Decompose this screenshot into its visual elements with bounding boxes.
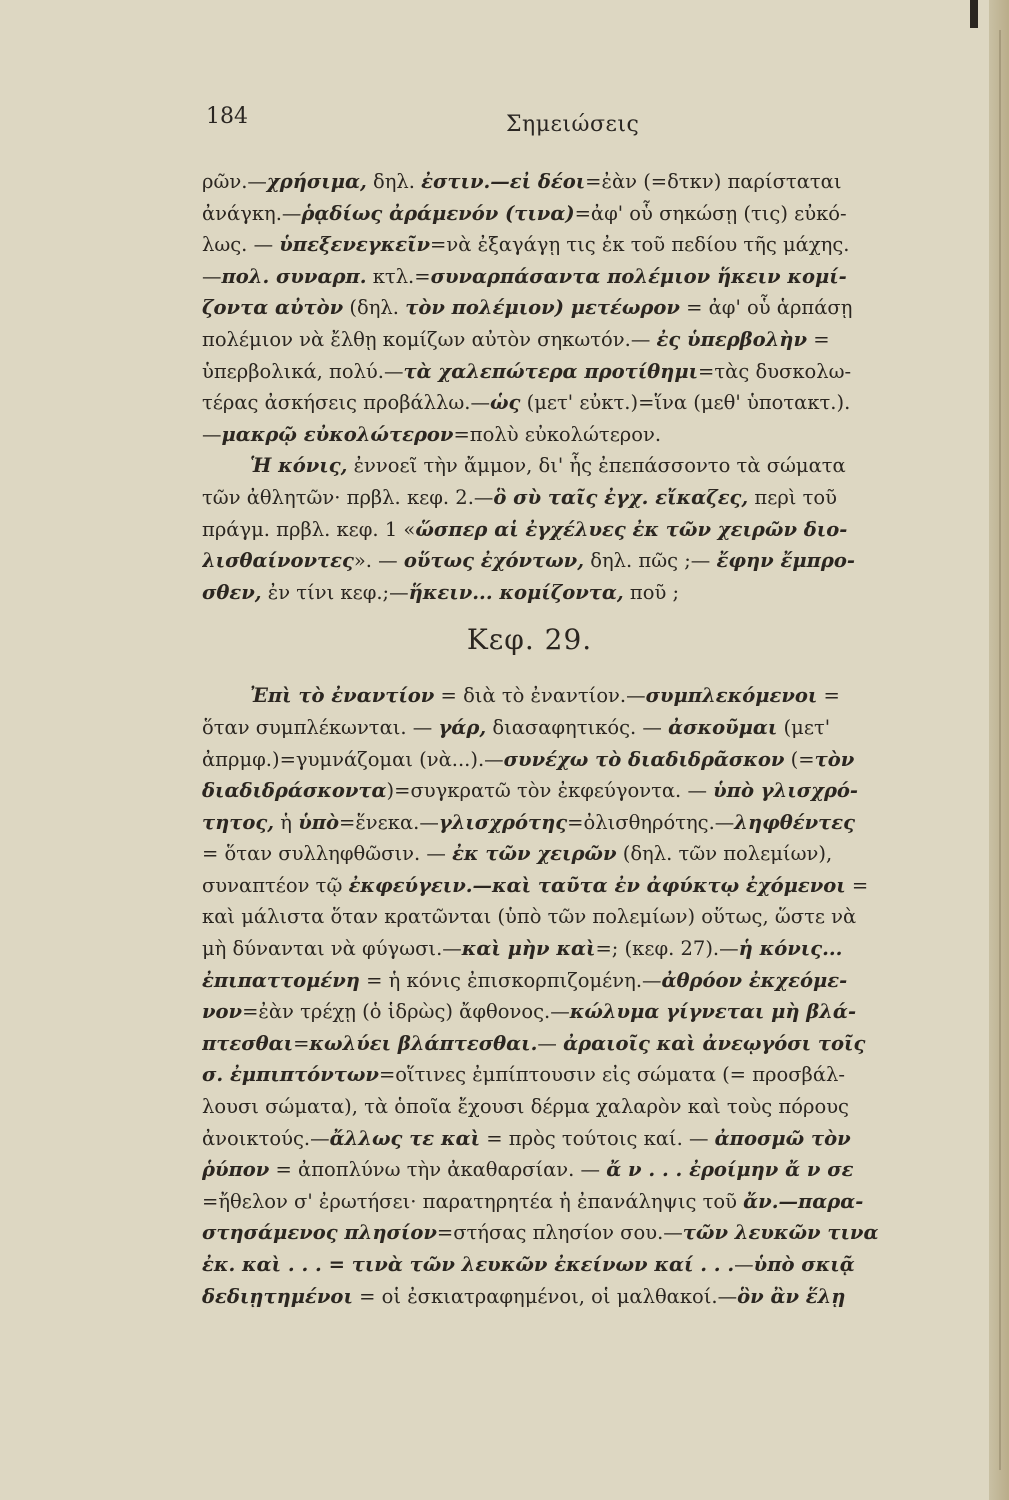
lemma-text: συμπλεκόμενοι [645,684,818,708]
gloss-text: =ἀφ' οὗ σηκώσῃ (τις) εὐκό- [574,201,847,225]
lemma-text: ὃ σὺ ταῖς ἐγχ. εἴκαζες, [493,485,749,509]
lemma-text: ἀσκοῦμαι [668,715,778,739]
text-line [202,514,937,546]
lemma-text: ἐκφεύγειν.—καὶ ταῦτα ἐν ἀφύκτῳ ἐχόμενοι [348,873,846,897]
gloss-text: λουσι σώματα), τὰ ὁποῖα ἔχουσι δέρμα χαλαρὸν καὶ τοὺς πόρους [202,1095,849,1119]
lemma-text: ληφθέντες [734,810,856,834]
lemma-text: ὑπὸ [298,810,339,834]
page-number: 184 [206,104,248,129]
lemma-text: ὥσπερ αἱ ἐγχέλυες ἐκ τῶν χειρῶν διο- [415,517,848,541]
gloss-text: =ὀλισθηρότης.— [567,810,735,834]
lemma-text: Ἐπὶ τὸ ἐναντίον [250,684,435,708]
lemma-text: διαδιδράσκοντα [202,779,387,803]
lemma-text: ὑπὸ σκιᾷ [753,1253,855,1276]
lemma-text: ἐκ. καὶ . . . = τινὰ τῶν λευκῶν ἐκείνων καί . . . [202,1253,735,1276]
gloss-text: = ὅταν συλληφθῶσιν. — [202,842,453,866]
gloss-text: (δηλ. [343,296,406,320]
text-line [202,450,937,482]
gloss-text: = ἀποπλύνω τὴν ἀκαθαρσίαν. — [269,1158,607,1182]
paragraph-3 [202,680,937,1312]
notes-text [202,166,937,1312]
lemma-text: πτεσθαι [202,1031,294,1055]
gloss-text: =στήσας πλησίον σου.— [436,1221,683,1245]
lemma-text: σθεν, [202,580,262,604]
gloss-text: ὅταν συμπλέκωνται. — [202,715,439,739]
lemma-text: Ἡ κόνις, [250,454,348,478]
lemma-text: ἥκειν... κομίζοντα, [408,580,624,604]
gloss-text: = πρὸς τούτοις καί. — [480,1126,715,1150]
text-line [202,1217,937,1249]
gloss-text: διασαφητικός. — [486,715,669,739]
text-line [202,901,937,933]
text-line [202,870,937,902]
gloss-text: = [293,1031,310,1055]
lemma-text: ῥύπον [202,1158,270,1182]
text-line [202,712,937,744]
text-line [202,419,937,451]
text-line [202,838,937,870]
page-edge-line [999,30,1001,1470]
lemma-text: τὰ χαλεπώτερα προτίθημι [403,359,699,383]
gloss-text: = [807,327,830,351]
lemma-text: τὸν πολέμιον) μετέωρον [405,296,680,320]
text-line [202,996,937,1028]
lemma-text: συναρπάσαντα πολέμιον ἥκειν κομί- [430,264,847,288]
lemma-text: ἀραιοῖς καὶ ἀνεῳγόσι τοῖς [563,1031,866,1055]
text-line [202,482,937,514]
text-line [202,387,937,419]
gloss-text: = ἡ κόνις ἐπισκορπιζομένη.— [359,968,662,992]
running-head: Σημειώσεις [506,112,640,137]
lemma-text: ἡ κόνις... [738,937,843,961]
gloss-text: (μετ' εὐκτ.)=ἵνα (μεθ' ὑποτακτ.). [520,391,851,415]
lemma-text: ἐς ὑπερβολὴν [656,327,808,351]
text-line [202,933,937,965]
lemma-text: καὶ μὴν καὶ [461,937,596,961]
lemma-text: γλισχρότης [438,810,568,834]
gloss-text: =πολὺ εὐκολώτερον. [453,422,662,446]
lemma-text: πολ. συναρπ. [221,264,367,288]
text-line [202,1091,937,1123]
text-line [202,680,937,712]
lemma-text: τητος, [202,810,275,834]
gloss-text: =ἐὰν (=δτκν) παρίσταται [585,170,842,193]
gloss-text: πολέμιον νὰ ἔλθῃ κομίζων αὐτὸν σηκωτόν.— [202,327,657,351]
gloss-text: =; (κεφ. 27).— [595,937,739,961]
gloss-text: δηλ. [366,170,422,193]
text-line [202,261,937,293]
text-line [202,1249,937,1281]
text-line [202,356,937,388]
gloss-text: μὴ δύνανται νὰ φύγωσι.— [202,937,462,961]
gloss-text: τέρας ἀσκήσεις προβάλλω.— [202,391,490,415]
page-header [206,100,946,140]
gloss-text: ρῶν.— [202,170,267,193]
gloss-text: ποῦ ; [623,580,680,604]
text-line [202,965,937,997]
text-line [202,1186,937,1218]
gloss-text: ἀνοικτούς.— [202,1126,330,1150]
gloss-text: =τὰς δυσκολω- [698,359,852,383]
lemma-text: οὕτως ἐχόντων, [403,549,584,573]
gloss-text: λως. — [202,233,280,257]
gloss-text: κτλ.= [366,264,431,288]
gloss-text: δηλ. πῶς ;— [584,549,717,573]
lemma-text: ἄ ν . . . ἐροίμην ἄ ν σε [606,1158,854,1182]
text-line [202,1028,937,1060]
text-line [202,229,937,261]
text-line [202,545,937,577]
lemma-text: ζοντα αὐτὸν [202,296,344,320]
gloss-text: ἀπρμφ.)=γυμνάζομαι (νὰ...).— [202,747,504,771]
gloss-text: — [537,1031,564,1055]
text-line [202,744,937,776]
lemma-text: ἀθρόον ἐκχεόμε- [661,968,848,992]
gloss-text: ἡ [274,810,299,834]
text-line [202,577,937,609]
text-line [202,807,937,839]
paragraph-2 [202,450,937,608]
lemma-text: ἀποσμῶ τὸν [714,1126,851,1150]
lemma-text: συνέχω τὸ διαδιδρᾶσκον [503,747,785,771]
lemma-text: δεδιῃτημένοι [202,1284,353,1308]
chapter-heading: Κεφ. 29. [466,623,593,657]
lemma-text: χρήσιμα, [266,170,367,193]
lemma-text: ἔφην ἔμπρο- [716,549,855,573]
text-line [202,1059,937,1091]
lemma-text: ὑπεξενεγκεῖν [279,233,431,257]
lemma-text: κώλυμα γίγνεται μὴ βλά- [569,1000,857,1024]
gloss-text: =νὰ ἐξαγάγῃ τις ἐκ τοῦ πεδίου τῆς μάχης. [430,233,850,257]
gloss-text: — [202,422,222,446]
lemma-text: νον [202,1000,243,1024]
lemma-text: ἐκ τῶν χειρῶν [452,842,617,866]
paragraph-1 [202,166,937,450]
lemma-text: ὃν ἂν ἕλῃ [737,1284,846,1308]
text-line [202,1123,937,1155]
gloss-text: τῶν ἀθλητῶν· πρβλ. κεφ. 2.— [202,485,494,509]
lemma-text: σ. ἐμπιπτόντων [202,1063,379,1087]
lemma-text: ὑπὸ γλισχρό- [713,779,859,803]
gloss-text: ἀνάγκη.— [202,201,302,225]
gloss-text: — [202,264,222,288]
text-line [202,1281,937,1313]
binding-mark [970,0,978,28]
gloss-text: =οἵτινες ἐμπίπτουσιν εἰς σώματα (= προσβάλ- [378,1063,845,1087]
gloss-text: ἐννοεῖ τὴν ἄμμον, δι' ἧς ἐπεπάσσοντο τὰ σώματα [347,454,846,478]
lemma-text: κωλύει βλάπτεσθαι. [309,1031,538,1055]
text-line [202,1154,937,1186]
gloss-text: ». — [353,549,404,573]
lemma-text: ἐστιν.—εἰ δέοι [421,170,586,193]
gloss-text: ὑπερβολικά, πολύ.— [202,359,404,383]
lemma-text: λισθαίνοντες [202,549,354,573]
text-line [202,292,937,324]
lemma-text: ὡς [489,391,521,415]
gloss-text: = ἀφ' οὗ ἁρπάσῃ [679,296,853,320]
gloss-text: — [734,1253,754,1276]
lemma-text: τὸν [814,747,855,771]
text-line [202,324,937,356]
lemma-text: στησάμενος πλησίον [202,1221,437,1245]
gloss-text: περὶ τοῦ [748,485,838,509]
gloss-text: = οἱ ἐσκιατραφημένοι, οἱ μαλθακοί.— [352,1284,738,1308]
text-line [202,775,937,807]
lemma-text: ῥᾳδίως ἀράμενόν (τινα) [301,201,575,225]
text-line [202,166,937,198]
lemma-text: γάρ, [438,715,487,739]
gloss-text: (= [784,747,815,771]
lemma-text: μακρῷ εὐκολώτερον [221,422,454,446]
text-line [202,198,937,230]
lemma-text: ἄλλως τε καὶ [329,1126,481,1150]
gloss-text: συναπτέον τῷ [202,873,349,897]
lemma-text: ἐπιπαττομένη [202,968,360,992]
gloss-text: =ἕνεκα.— [339,810,439,834]
gloss-text: = [817,684,840,708]
lemma-text: τῶν λευκῶν τινα [682,1221,879,1245]
gloss-text: ἐν τίνι κεφ.;— [261,580,409,604]
gloss-text: καὶ μάλιστα ὅταν κρατῶνται (ὑπὸ τῶν πολεμίων) οὕτως, ὥστε νὰ [202,905,857,929]
gloss-text: (δηλ. τῶν πολεμίων), [616,842,833,866]
gloss-text: πράγμ. πρβλ. κεφ. 1 « [202,517,416,541]
gloss-text: =ἐὰν τρέχῃ (ὁ ἱδρὼς) ἄφθονος.— [242,1000,570,1024]
lemma-text: ἄν.—παρα- [743,1189,864,1213]
gloss-text: = [845,873,869,897]
gloss-text: )=συγκρατῶ τὸν ἐκφεύγοντα. — [386,779,714,803]
gloss-text: =ἤθελον σ' ἐρωτήσει· παρατηρητέα ἡ ἐπανάληψις τοῦ [202,1189,744,1213]
gloss-text: (μετ' [777,715,831,739]
gloss-text: = διὰ τὸ ἐναντίον.— [434,684,646,708]
